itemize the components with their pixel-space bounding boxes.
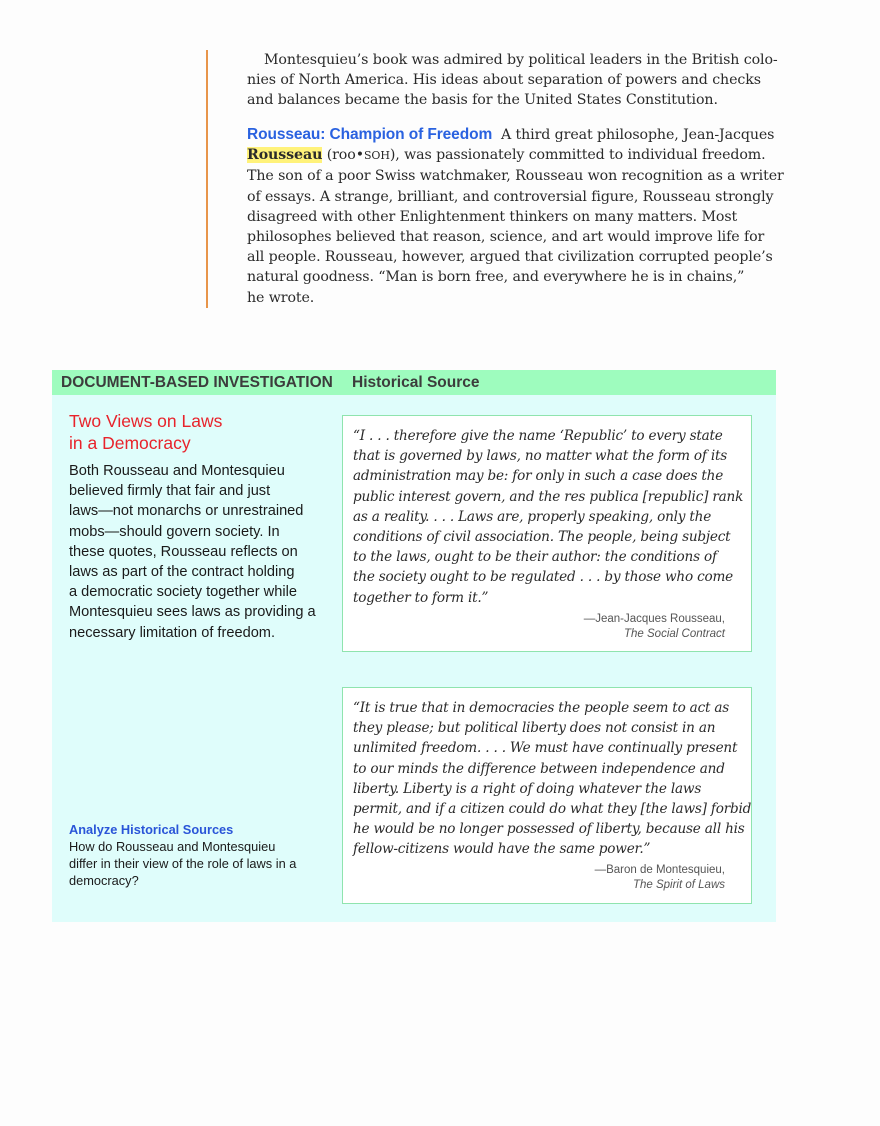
text-line: necessary limitation of freedom. xyxy=(69,624,276,641)
text-line: Both Rousseau and Montesquieu xyxy=(69,463,285,479)
text-line: together to form it.” xyxy=(353,589,489,606)
text-line: as a reality. . . . Laws are, properly speaking, only the xyxy=(353,508,712,525)
text-line: ), was passionately committed to individual freedom. xyxy=(389,147,766,164)
text-line: unlimited freedom. . . . We must have continually present xyxy=(353,740,738,757)
analyze-question xyxy=(69,838,296,889)
pronunciation: (roo• xyxy=(322,147,364,164)
section-heading: Rousseau: Champion of Freedom xyxy=(247,126,493,143)
intro-paragraph xyxy=(247,50,787,111)
text-line: the society ought to be regulated . . . by those who come xyxy=(353,569,734,586)
text-line: a democratic society together while xyxy=(69,584,297,601)
quote-citation xyxy=(595,863,725,893)
pronunciation-stress: SOH xyxy=(363,149,390,163)
quote-box-montesquieu xyxy=(342,687,752,904)
text-line: How do Rousseau and Montesquieu xyxy=(69,839,276,854)
text-line: philosophes believed that reason, science, and art would improve life for xyxy=(247,229,765,246)
text-line: mobs—should govern society. In xyxy=(69,523,280,540)
text-line: all people. Rousseau, however, argued that civilization corrupted people’s xyxy=(247,249,773,266)
text-line: disagreed with other Enlightenment thinkers on many matters. Most xyxy=(247,208,738,225)
text-line: “It is true that in democracies the people seem to act as xyxy=(353,700,730,716)
margin-rule xyxy=(206,50,208,308)
text-line: conditions of civil association. The people, being subject xyxy=(353,529,731,546)
dbi-sublabel: Historical Source xyxy=(352,374,480,391)
dbi-header xyxy=(52,370,776,395)
text-line: laws as part of the contract holding xyxy=(69,564,295,581)
text-line: natural goodness. “Man is born free, and everywhere he is in chains,” xyxy=(247,269,745,286)
key-term-highlight: Rousseau xyxy=(247,147,323,164)
text-line: A third great philosophe, Jean-Jacques xyxy=(500,127,775,143)
quote-text xyxy=(353,698,751,860)
text-line: he would be no longer possessed of liberty, because all his xyxy=(353,821,745,838)
citation-work: The Social Contract xyxy=(624,628,725,640)
document-based-investigation xyxy=(52,370,776,922)
text-line: fellow-citizens would have the same power.” xyxy=(353,841,651,858)
citation-author: —Jean-Jacques Rousseau, xyxy=(583,613,725,625)
text-line: nies of North America. His ideas about separation of powers and checks xyxy=(247,72,761,89)
text-line: Montesquieu’s book was admired by political leaders in the British colo- xyxy=(264,52,778,68)
dbi-label: DOCUMENT-BASED INVESTIGATION xyxy=(61,374,333,391)
text-line: he wrote. xyxy=(247,289,315,306)
text-line: of essays. A strange, brilliant, and controversial figure, Rousseau strongly xyxy=(247,188,774,205)
text-line: differ in their view of the role of laws in a xyxy=(69,856,297,871)
text-line: that is governed by laws, no matter what the form of its xyxy=(353,448,728,465)
text-line: The son of a poor Swiss watchmaker, Rousseau won recognition as a writer xyxy=(247,168,784,185)
text-line: these quotes, Rousseau reflects on xyxy=(69,543,298,560)
text-line: laws—not monarchs or unrestrained xyxy=(69,503,304,520)
quote-citation xyxy=(584,612,725,642)
text-line: believed firmly that fair and just xyxy=(69,483,271,500)
text-line: democracy? xyxy=(69,873,139,888)
text-line: to our minds the difference between independence and xyxy=(353,760,725,777)
text-line: administration may be: for only in such a case does the xyxy=(353,468,724,485)
text-line: and balances became the basis for the United States Constitution. xyxy=(247,92,718,109)
text-line: they please; but political liberty does not consist in an xyxy=(353,720,716,737)
title-line: in a Democracy xyxy=(69,433,191,453)
dbi-description xyxy=(69,461,316,643)
analyze-heading: Analyze Historical Sources xyxy=(69,822,234,837)
text-line: permit, and if a citizen could do what they [the laws] forbid xyxy=(353,801,752,818)
text-line: “I . . . therefore give the name ‘Republic’ to every state xyxy=(353,428,723,444)
text-line: to the laws, ought to be their author: the conditions of xyxy=(353,549,717,566)
quote-text xyxy=(353,426,743,608)
citation-author: —Baron de Montesquieu, xyxy=(594,864,725,876)
quote-box-rousseau xyxy=(342,415,752,652)
text-line: public interest govern, and the res publica [republic] rank xyxy=(353,488,744,505)
text-line: Montesquieu sees laws as providing a xyxy=(69,604,316,621)
dbi-title xyxy=(69,410,222,454)
rousseau-paragraph xyxy=(247,125,787,308)
title-line: Two Views on Laws xyxy=(69,411,223,431)
text-line: liberty. Liberty is a right of doing whatever the laws xyxy=(353,780,702,797)
citation-work: The Spirit of Laws xyxy=(632,879,725,891)
